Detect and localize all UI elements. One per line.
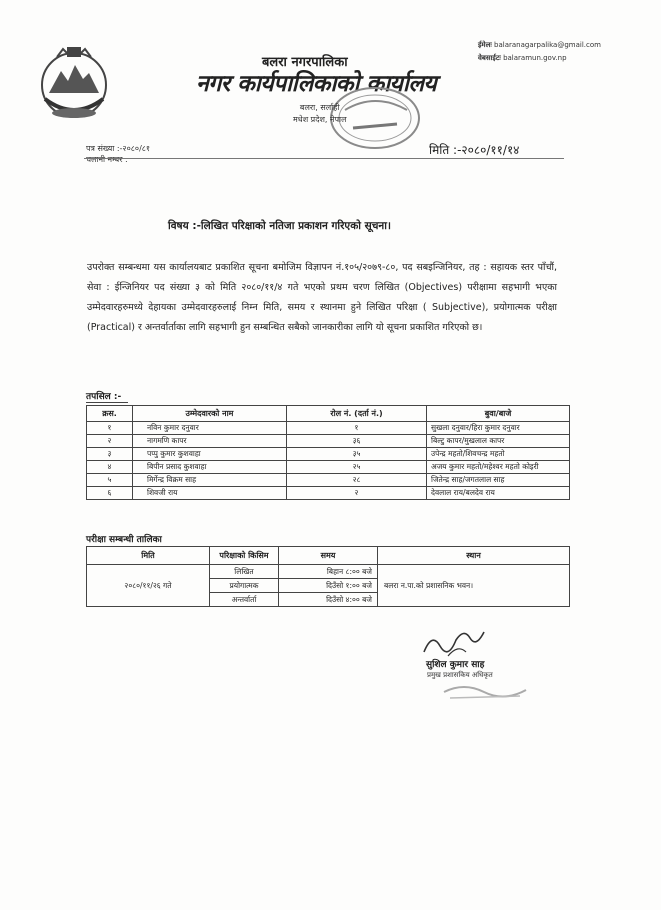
father-cell: जितेन्द्र साह/जगतलाल साह <box>427 474 570 487</box>
schedule-table <box>86 546 570 607</box>
table-header-row <box>87 406 570 422</box>
letter-date: मिति :-२०८०/११/१४ <box>429 143 520 157</box>
signatory-name: सुशिल कुमार साह <box>426 660 485 670</box>
office-title: नगर कार्यपालिकाको कार्यालय <box>196 71 437 97</box>
col-date: मिति <box>87 547 210 565</box>
table-row <box>87 487 570 500</box>
address-line1: बलरा, सर्लाही <box>299 103 340 112</box>
serial-cell: ६ <box>87 487 133 500</box>
father-cell: सुखला दनुवार/हिरा कुमार दनुवार <box>427 422 570 435</box>
father-cell: अजय कुमार महतो/महेश्वर महतो कोइरी <box>427 461 570 474</box>
name-cell: मिर्गेन्द्र विक्रम साह <box>133 474 287 487</box>
table-row <box>87 435 570 448</box>
father-cell: उपेन्द्र महतो/शिवचन्द्र महतो <box>427 448 570 461</box>
name-cell: नागमणि कापर <box>133 435 287 448</box>
body-paragraph: उपरोक्त सम्बन्धमा यस कार्यालयबाट प्रकाशित सूचना बमोजिम विज्ञापन नं.१०५/२०७९-८०, पद सबइन्जिनियर, तह : सहायक स्तर पाँचौं, सेवा : ईन्जिनियर पद संख्या ३ को मिति २०८०/११/४ गते भएको प्रथम चरण लिखित (Objectives) परीक्षामा सहभागी भएका उम्मेदवारहरुमध्ये देहायका उम्मेदवारहरुलाई निम्न मिति, समय र स्थानमा हुने लिखित परिक्षा ( Subjective), प्रयोगात्मक परीक्षा (Practical) र अन्तर्वार्ताका लागि सहभागी हुन सम्बन्धित सबैको जानकारीका लागि यो सूचना प्रकाशित गरिएको छ। <box>87 262 557 333</box>
serial-cell: २ <box>87 435 133 448</box>
roll-cell: २ <box>287 487 427 500</box>
name-cell: पप्पु कुमार कुशवाहा <box>133 448 287 461</box>
exam-type-cell: लिखित <box>210 565 279 579</box>
col-exam-type: परिक्षाको किसिम <box>210 547 279 565</box>
website-label: वेबसाईटः <box>478 54 501 62</box>
table-row <box>87 461 570 474</box>
contact-block <box>478 39 601 65</box>
father-cell: देवलाल राय/बलदेव राय <box>427 487 570 500</box>
municipality-name: बलरा नगरपालिका <box>262 55 348 70</box>
website-link[interactable]: balaramun.gov.np <box>503 54 567 62</box>
header-divider <box>84 158 564 159</box>
serial-cell: ४ <box>87 461 133 474</box>
table-header-row <box>87 547 570 565</box>
exam-type-cell: अन्तर्वार्ता <box>210 593 279 607</box>
col-serial: क्रस. <box>87 406 133 422</box>
table-row <box>87 565 570 579</box>
candidates-table <box>86 405 570 500</box>
letter-number: पत्र संख्या :-२०८०/८१ <box>86 144 151 153</box>
name-cell: बिपीन प्रसाद कुशवाहा <box>133 461 287 474</box>
email-label: ईमेलः <box>478 41 492 49</box>
col-time: समय <box>279 547 378 565</box>
exam-date-cell: २०८०/११/२६ गते <box>87 565 210 607</box>
designation-stamp-icon <box>440 678 530 702</box>
table-row <box>87 448 570 461</box>
address-line2: मधेश प्रदेश, नेपाल <box>293 115 347 124</box>
serial-cell: १ <box>87 422 133 435</box>
table-row <box>87 422 570 435</box>
roll-cell: ३६ <box>287 435 427 448</box>
details-label: तपसिल :- <box>86 392 122 402</box>
details-underline <box>86 402 128 403</box>
exam-time-cell: दिउँसो १:०० बजे <box>279 579 378 593</box>
signatory-title: प्रमुख प्रशासकिय अधिकृत <box>427 671 493 679</box>
name-cell: नविन कुमार दनुवार <box>133 422 287 435</box>
serial-cell: ५ <box>87 474 133 487</box>
roll-cell: १ <box>287 422 427 435</box>
exam-time-cell: बिहान ८:०० बजे <box>279 565 378 579</box>
name-cell: शिवजी राय <box>133 487 287 500</box>
exam-time-cell: दिउँसो ४:०० बजे <box>279 593 378 607</box>
schedule-title: परीक्षा सम्बन्धी तालिका <box>86 535 162 545</box>
col-roll: रोल नं. (दर्ता नं.) <box>287 406 427 422</box>
dispatch-number: चलानी नम्बर : <box>86 155 128 164</box>
col-father: बुवा/बाजे <box>427 406 570 422</box>
nepal-emblem-icon <box>37 43 111 123</box>
exam-type-cell: प्रयोगात्मक <box>210 579 279 593</box>
subject-line: विषय :-लिखित परिक्षाको नतिजा प्रकाशन गरिएको सूचना। <box>168 220 391 232</box>
roll-cell: २५ <box>287 461 427 474</box>
roll-cell: ३५ <box>287 448 427 461</box>
col-name: उम्मेदवारको नाम <box>133 406 287 422</box>
reference-block <box>86 143 150 165</box>
roll-cell: २८ <box>287 474 427 487</box>
col-venue: स्थान <box>378 547 570 565</box>
venue-cell: बलरा न.पा.को प्रशासनिक भवन। <box>378 565 570 607</box>
table-row <box>87 474 570 487</box>
office-address <box>293 102 347 126</box>
father-cell: बिल्टु कापर/मुखलाल कापर <box>427 435 570 448</box>
serial-cell: ३ <box>87 448 133 461</box>
email-link[interactable]: balaranagarpalika@gmail.com <box>494 41 601 49</box>
